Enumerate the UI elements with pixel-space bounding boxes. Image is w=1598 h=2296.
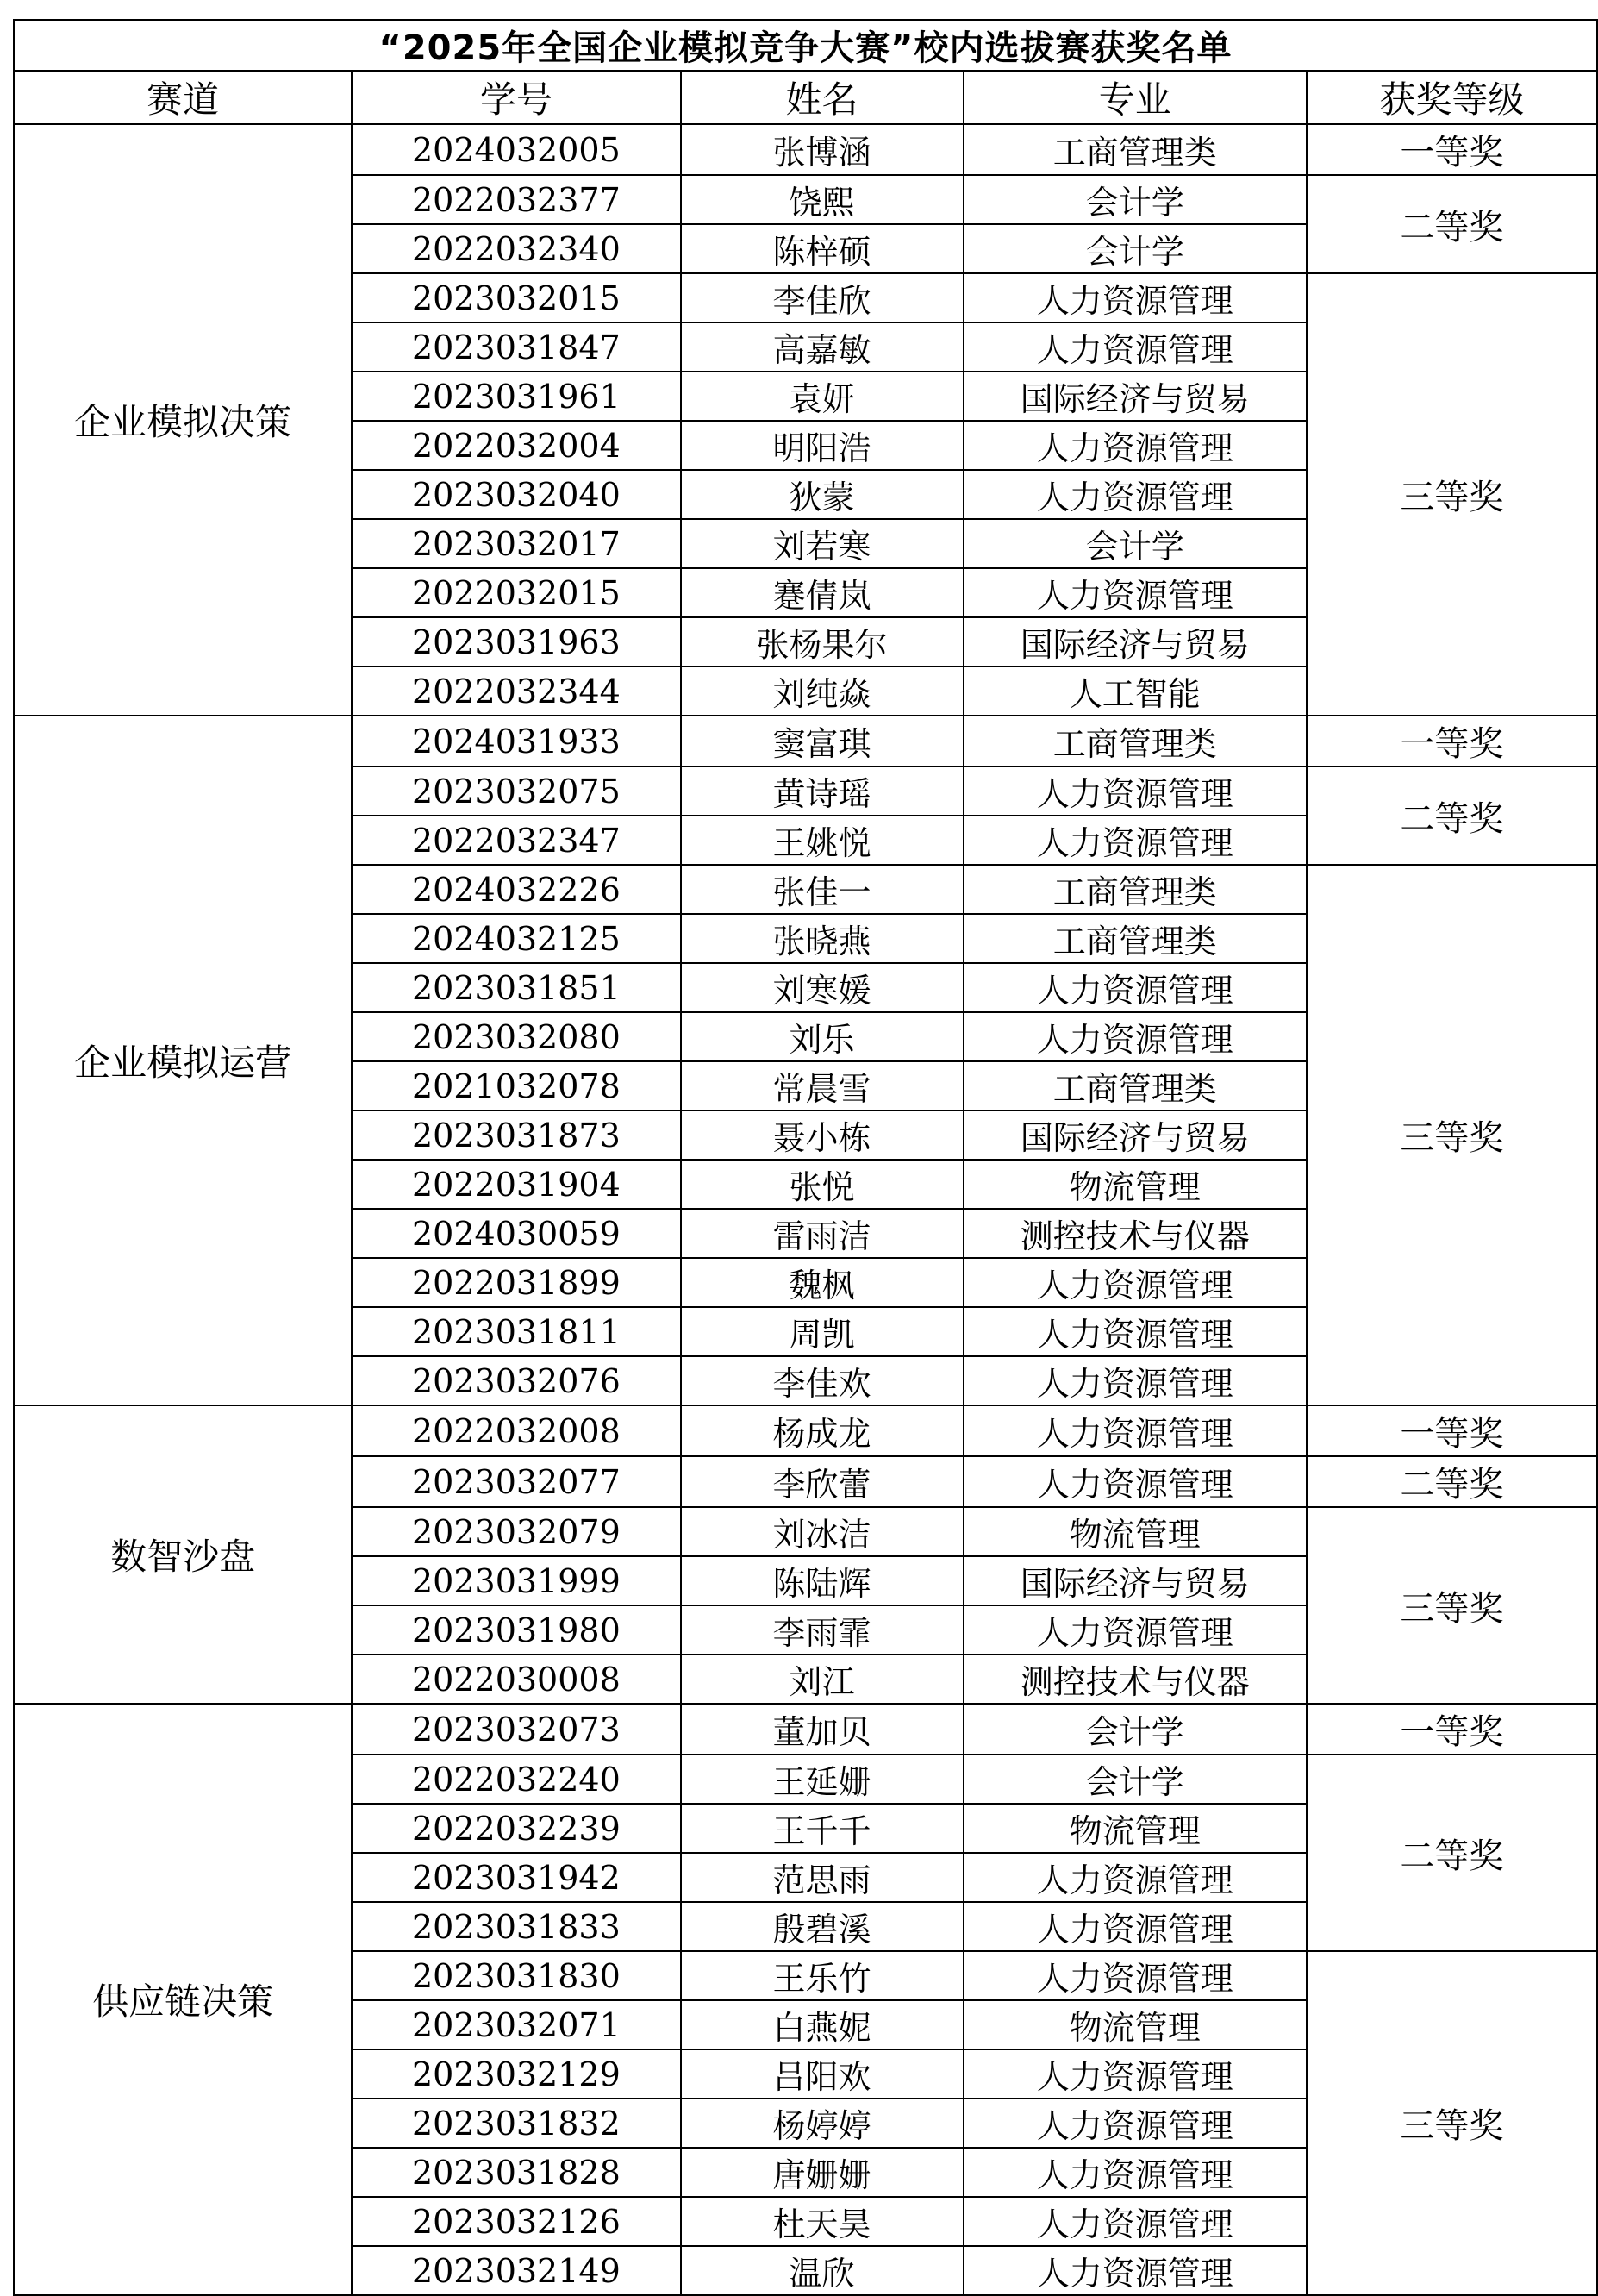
- table-row: [14, 1704, 1597, 1755]
- student-id-cell: 2022031904: [352, 1160, 680, 1209]
- student-name-cell: 杨婷婷: [681, 2099, 964, 2148]
- major-cell: 人力资源管理: [964, 1012, 1307, 1061]
- major-cell: 人力资源管理: [964, 963, 1307, 1012]
- student-name-cell: 刘若寒: [681, 519, 964, 568]
- student-id-cell: 2022032015: [352, 568, 680, 617]
- table-row: [14, 124, 1597, 175]
- major-cell: 人力资源管理: [964, 1356, 1307, 1405]
- student-name-cell: 蹇倩岚: [681, 568, 964, 617]
- major-cell: 人力资源管理: [964, 1951, 1307, 2000]
- track-cell: 企业模拟决策: [14, 124, 352, 716]
- student-name-cell: 刘寒媛: [681, 963, 964, 1012]
- student-name-cell: 李佳欣: [681, 273, 964, 322]
- student-name-cell: 王姚悦: [681, 816, 964, 865]
- major-cell: 工商管理类: [964, 914, 1307, 963]
- student-id-cell: 2023032149: [352, 2246, 680, 2295]
- student-name-cell: 明阳浩: [681, 421, 964, 470]
- student-id-cell: 2023031999: [352, 1556, 680, 1605]
- major-cell: 人力资源管理: [964, 1405, 1307, 1456]
- table-row: [14, 716, 1597, 766]
- student-id-cell: 2023032079: [352, 1507, 680, 1556]
- student-name-cell: 窦富琪: [681, 716, 964, 766]
- award-level-cell: 三等奖: [1307, 865, 1597, 1405]
- header-major: 专业: [964, 71, 1307, 124]
- student-id-cell: 2023032129: [352, 2049, 680, 2099]
- student-id-cell: 2023031873: [352, 1110, 680, 1160]
- major-cell: 工商管理类: [964, 865, 1307, 914]
- major-cell: 人力资源管理: [964, 1853, 1307, 1902]
- student-id-cell: 2022032239: [352, 1804, 680, 1853]
- student-id-cell: 2024030059: [352, 1209, 680, 1258]
- student-id-cell: 2023031847: [352, 322, 680, 372]
- student-name-cell: 唐姗姗: [681, 2148, 964, 2197]
- student-name-cell: 饶熙: [681, 175, 964, 224]
- table-row: [14, 1405, 1597, 1456]
- student-id-cell: 2023031832: [352, 2099, 680, 2148]
- student-id-cell: 2023032077: [352, 1456, 680, 1507]
- major-cell: 国际经济与贸易: [964, 1556, 1307, 1605]
- header-student-id: 学号: [352, 71, 680, 124]
- major-cell: 会计学: [964, 519, 1307, 568]
- major-cell: 人力资源管理: [964, 470, 1307, 519]
- student-id-cell: 2023031961: [352, 372, 680, 421]
- major-cell: 人力资源管理: [964, 322, 1307, 372]
- student-id-cell: 2023032017: [352, 519, 680, 568]
- student-id-cell: 2023031851: [352, 963, 680, 1012]
- student-name-cell: 刘纯焱: [681, 666, 964, 716]
- major-cell: 人力资源管理: [964, 2099, 1307, 2148]
- student-id-cell: 2022030008: [352, 1655, 680, 1704]
- award-level-cell: 三等奖: [1307, 1507, 1597, 1704]
- award-level-cell: 二等奖: [1307, 1456, 1597, 1507]
- header-award-level: 获奖等级: [1307, 71, 1597, 124]
- student-name-cell: 温欣: [681, 2246, 964, 2295]
- major-cell: 人力资源管理: [964, 1605, 1307, 1655]
- award-level-cell: 一等奖: [1307, 716, 1597, 766]
- student-id-cell: 2022032347: [352, 816, 680, 865]
- header-row: [14, 71, 1597, 124]
- student-name-cell: 李欣蕾: [681, 1456, 964, 1507]
- award-level-cell: 一等奖: [1307, 1405, 1597, 1456]
- student-name-cell: 殷碧溪: [681, 1902, 964, 1951]
- award-level-cell: 一等奖: [1307, 1704, 1597, 1755]
- student-id-cell: 2023031980: [352, 1605, 680, 1655]
- student-id-cell: 2023031828: [352, 2148, 680, 2197]
- student-name-cell: 刘乐: [681, 1012, 964, 1061]
- award-level-cell: 一等奖: [1307, 124, 1597, 175]
- student-name-cell: 王乐竹: [681, 1951, 964, 2000]
- award-level-cell: 二等奖: [1307, 175, 1597, 273]
- major-cell: 人力资源管理: [964, 273, 1307, 322]
- table-body: [14, 124, 1597, 2295]
- major-cell: 人力资源管理: [964, 766, 1307, 816]
- track-cell: 企业模拟运营: [14, 716, 352, 1405]
- major-cell: 物流管理: [964, 1804, 1307, 1853]
- student-name-cell: 王千千: [681, 1804, 964, 1853]
- student-name-cell: 刘冰洁: [681, 1507, 964, 1556]
- student-id-cell: 2023031942: [352, 1853, 680, 1902]
- student-id-cell: 2023032075: [352, 766, 680, 816]
- student-name-cell: 常晨雪: [681, 1061, 964, 1110]
- student-name-cell: 陈梓硕: [681, 224, 964, 273]
- major-cell: 人工智能: [964, 666, 1307, 716]
- student-id-cell: 2024032125: [352, 914, 680, 963]
- student-name-cell: 黄诗瑶: [681, 766, 964, 816]
- student-id-cell: 2024032226: [352, 865, 680, 914]
- major-cell: 物流管理: [964, 1507, 1307, 1556]
- major-cell: 工商管理类: [964, 124, 1307, 175]
- award-list-table: [13, 19, 1598, 2296]
- student-id-cell: 2023031811: [352, 1307, 680, 1356]
- student-name-cell: 杜天昊: [681, 2197, 964, 2246]
- student-name-cell: 张博涵: [681, 124, 964, 175]
- major-cell: 人力资源管理: [964, 1902, 1307, 1951]
- track-cell: 数智沙盘: [14, 1405, 352, 1704]
- student-id-cell: 2022032008: [352, 1405, 680, 1456]
- major-cell: 测控技术与仪器: [964, 1209, 1307, 1258]
- award-level-cell: 三等奖: [1307, 273, 1597, 716]
- major-cell: 物流管理: [964, 1160, 1307, 1209]
- student-id-cell: 2024031933: [352, 716, 680, 766]
- major-cell: 人力资源管理: [964, 2049, 1307, 2099]
- major-cell: 人力资源管理: [964, 2148, 1307, 2197]
- student-name-cell: 张佳一: [681, 865, 964, 914]
- student-name-cell: 聂小栋: [681, 1110, 964, 1160]
- student-name-cell: 张悦: [681, 1160, 964, 1209]
- student-name-cell: 董加贝: [681, 1704, 964, 1755]
- student-id-cell: 2023031963: [352, 617, 680, 666]
- major-cell: 人力资源管理: [964, 1456, 1307, 1507]
- major-cell: 会计学: [964, 1755, 1307, 1804]
- major-cell: 人力资源管理: [964, 421, 1307, 470]
- student-id-cell: 2023032073: [352, 1704, 680, 1755]
- student-name-cell: 李雨霏: [681, 1605, 964, 1655]
- student-name-cell: 雷雨洁: [681, 1209, 964, 1258]
- student-name-cell: 吕阳欢: [681, 2049, 964, 2099]
- major-cell: 国际经济与贸易: [964, 617, 1307, 666]
- student-id-cell: 2023032126: [352, 2197, 680, 2246]
- page-title: “2025年全国企业模拟竞争大赛”校内选拔赛获奖名单: [14, 20, 1597, 71]
- header-name: 姓名: [681, 71, 964, 124]
- major-cell: 人力资源管理: [964, 2197, 1307, 2246]
- student-id-cell: 2023031830: [352, 1951, 680, 2000]
- student-id-cell: 2023032015: [352, 273, 680, 322]
- student-name-cell: 陈陆辉: [681, 1556, 964, 1605]
- award-level-cell: 二等奖: [1307, 766, 1597, 865]
- student-name-cell: 袁妍: [681, 372, 964, 421]
- student-id-cell: 2023031833: [352, 1902, 680, 1951]
- major-cell: 国际经济与贸易: [964, 372, 1307, 421]
- major-cell: 工商管理类: [964, 716, 1307, 766]
- student-id-cell: 2023032076: [352, 1356, 680, 1405]
- title-row: [14, 20, 1597, 71]
- student-name-cell: 周凯: [681, 1307, 964, 1356]
- student-name-cell: 杨成龙: [681, 1405, 964, 1456]
- award-level-cell: 三等奖: [1307, 1951, 1597, 2295]
- student-id-cell: 2022032340: [352, 224, 680, 273]
- major-cell: 人力资源管理: [964, 1307, 1307, 1356]
- major-cell: 国际经济与贸易: [964, 1110, 1307, 1160]
- major-cell: 工商管理类: [964, 1061, 1307, 1110]
- major-cell: 会计学: [964, 224, 1307, 273]
- major-cell: 会计学: [964, 1704, 1307, 1755]
- major-cell: 物流管理: [964, 2000, 1307, 2049]
- student-id-cell: 2022032004: [352, 421, 680, 470]
- student-name-cell: 范思雨: [681, 1853, 964, 1902]
- header-track: 赛道: [14, 71, 352, 124]
- student-name-cell: 刘江: [681, 1655, 964, 1704]
- student-id-cell: 2022031899: [352, 1258, 680, 1307]
- major-cell: 人力资源管理: [964, 1258, 1307, 1307]
- student-name-cell: 白燕妮: [681, 2000, 964, 2049]
- student-name-cell: 张晓燕: [681, 914, 964, 963]
- student-name-cell: 狄蒙: [681, 470, 964, 519]
- student-id-cell: 2024032005: [352, 124, 680, 175]
- student-id-cell: 2022032377: [352, 175, 680, 224]
- student-name-cell: 王延姗: [681, 1755, 964, 1804]
- major-cell: 测控技术与仪器: [964, 1655, 1307, 1704]
- student-name-cell: 李佳欢: [681, 1356, 964, 1405]
- track-cell: 供应链决策: [14, 1704, 352, 2295]
- student-id-cell: 2023032071: [352, 2000, 680, 2049]
- student-id-cell: 2023032080: [352, 1012, 680, 1061]
- student-name-cell: 魏枫: [681, 1258, 964, 1307]
- student-id-cell: 2023032040: [352, 470, 680, 519]
- student-id-cell: 2021032078: [352, 1061, 680, 1110]
- major-cell: 人力资源管理: [964, 2246, 1307, 2295]
- student-name-cell: 张杨果尔: [681, 617, 964, 666]
- student-name-cell: 高嘉敏: [681, 322, 964, 372]
- major-cell: 人力资源管理: [964, 816, 1307, 865]
- student-id-cell: 2022032240: [352, 1755, 680, 1804]
- award-level-cell: 二等奖: [1307, 1755, 1597, 1951]
- major-cell: 人力资源管理: [964, 568, 1307, 617]
- major-cell: 会计学: [964, 175, 1307, 224]
- student-id-cell: 2022032344: [352, 666, 680, 716]
